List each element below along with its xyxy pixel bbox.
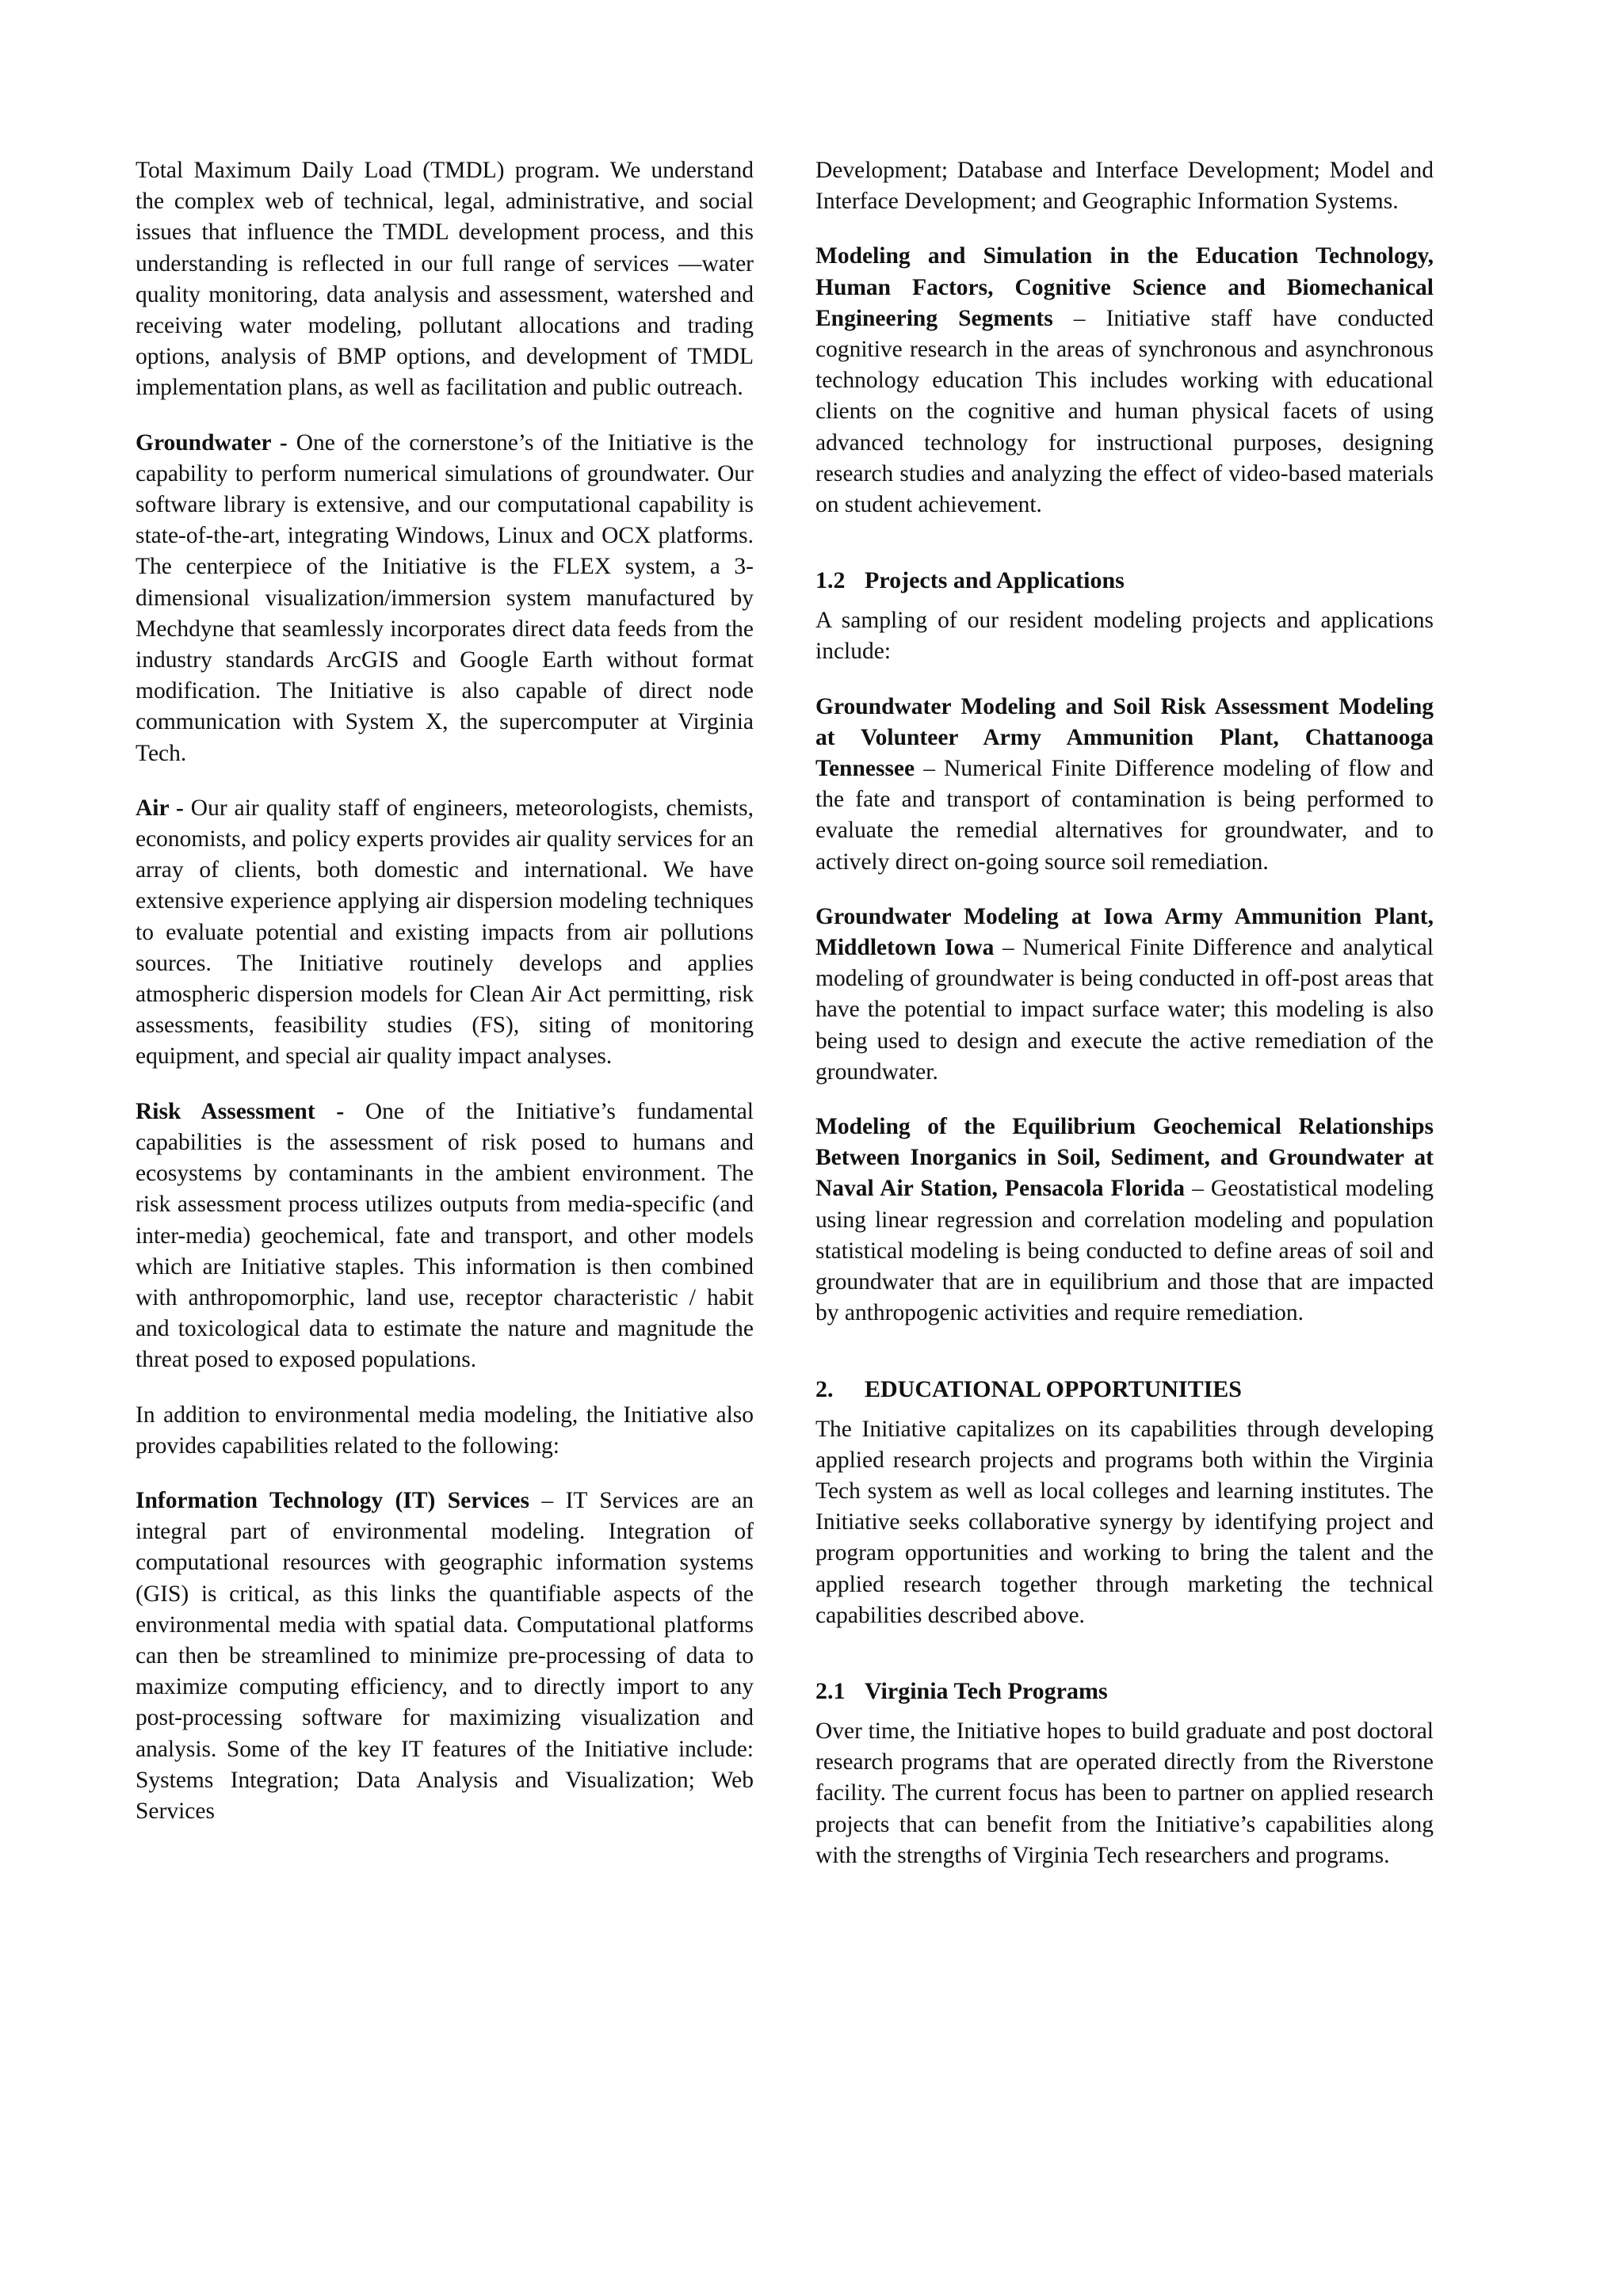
volunteer-body: – Numerical Finite Difference modeling of flow and the fate and transport of contamination is being performed to evaluate the remedial alternatives for groundwater, and to actively direct on-going source soil remediation.: [815, 756, 1434, 875]
volunteer-paragraph: [815, 692, 1434, 878]
overtime-paragraph: Over time, the Initiative hopes to build graduate and post doctoral research programs that are operated directly from the Riverstone facility. The current focus has been to partner on applied research projects that can benefit from the Initiative’s capabilities along with the strengths of Virginia Tech researchers and programs.: [815, 1718, 1434, 1868]
iowa-lead: Groundwater Modeling at Iowa Army Ammunition Plant, Middletown Iowa: [815, 903, 1434, 961]
left-column: [136, 155, 754, 1851]
section-heading-2: [815, 1374, 1434, 1405]
risk-body: One of the Initiative’s fundamental capabilities is the assessment of risk posed to humans and ecosystems by contaminants in the ambient environment. The risk assessment process utilizes outputs from media-specific (and inter-media) geochemical, fate and transport, and other models which are Initiative staples. This information is then combined with anthropomorphic, land use, receptor characteristic / habit and toxicological data to estimate the nature and magnitude the threat posed to exposed populations.: [136, 1098, 754, 1373]
volunteer-lead: Groundwater Modeling and Soil Risk Assessment Modeling at Volunteer Army Ammunition Plant, Chattanooga Tennessee: [815, 693, 1434, 782]
section-heading-1-2: [815, 565, 1434, 596]
risk-paragraph: [136, 1097, 754, 1376]
it-body: – IT Services are an integral part of environmental modeling. Integration of computational resources with geographic information systems (GIS) is critical, as this links the quantifiable aspects of the environmental media with spatial data. Computational platforms can then be streamlined to minimize pre-processing of data to maximize computing efficiency, and to directly import to any post-processing software for maximizing visualization and analysis. Some of the key IT features of the Initiative include: Systems Integration; Data Analysis and Visualization; Web Services: [136, 1487, 754, 1824]
section-title: Virginia Tech Programs: [865, 1677, 1108, 1704]
capitalizes-paragraph: The Initiative capitalizes on its capabilities through developing applied research projects and programs both within the Virginia Tech system as well as local colleges and learning institutes. The Initiative seeks collaborative synergy by identifying project and program opportunities and working to bring the talent and the applied research together through marketing the technical capabilities described above.: [815, 1416, 1434, 1628]
section-number: 1.2: [815, 567, 846, 594]
section-title: Projects and Applications: [865, 567, 1125, 594]
section-number: 2.: [815, 1375, 834, 1402]
addition-paragraph: In addition to environmental media modeling, the Initiative also provides capabilities related to the following:: [136, 1402, 754, 1459]
air-lead: Air -: [136, 795, 184, 821]
section-title: EDUCATIONAL OPPORTUNITIES: [865, 1375, 1242, 1402]
iowa-body: – Numerical Finite Difference and analytical modeling of groundwater is being conducted in off-post areas that have the potential to impact surface water; this modeling is also being used to design and execute the active remediation of the groundwater.: [815, 935, 1434, 1085]
groundwater-lead: Groundwater -: [136, 429, 288, 456]
it-continued-paragraph: Development; Database and Interface Development; Model and Interface Development; and Geographic Information Systems.: [815, 158, 1434, 215]
it-paragraph: [136, 1486, 754, 1827]
air-paragraph: [136, 793, 754, 1073]
sampling-paragraph: A sampling of our resident modeling projects and applications include:: [815, 608, 1434, 665]
it-lead: Information Technology (IT) Services: [136, 1487, 529, 1513]
section-heading-2-1: [815, 1676, 1434, 1707]
section-number: 2.1: [815, 1677, 846, 1704]
right-column: [815, 155, 1434, 1895]
pensacola-body: – Geostatistical modeling using linear regression and correlation modeling and population statistical modeling is being conducted to define areas of soil and groundwater that are in equilibrium and those that are impacted by anthropogenic activities and require remediation.: [815, 1176, 1434, 1326]
tmdl-paragraph: Total Maximum Daily Load (TMDL) program. We understand the complex web of technical, legal, administrative, and social issues that influence the TMDL development process, and this understanding is reflected in our full range of services —water quality monitoring, data analysis and assessment, watershed and receiving water modeling, pollutant allocations and trading options, analysis of BMP options, and development of TMDL implementation plans, as well as facilitation and public outreach.: [136, 158, 754, 401]
pensacola-lead: Modeling of the Equilibrium Geochemical Relationships Between Inorganics in Soil, Sediment, and Groundwater at Naval Air Station, Pensacola Florida: [815, 1114, 1434, 1202]
pensacola-paragraph: [815, 1112, 1434, 1329]
modeling-simulation-body: – Initiative staff have conducted cognitive research in the areas of synchronous and asynchronous technology education This includes working with educational clients on the cognitive and human physical facets of using advanced technology for instructional purposes, designing research studies and analyzing the effect of video-based materials on student achievement.: [815, 305, 1434, 518]
modeling-simulation-paragraph: [815, 241, 1434, 521]
groundwater-paragraph: [136, 428, 754, 769]
modeling-simulation-lead: Modeling and Simulation in the Education Technology, Human Factors, Cognitive Science and Biomechanical Engineering Segments: [815, 243, 1434, 331]
risk-lead: Risk Assessment -: [136, 1098, 345, 1124]
iowa-paragraph: [815, 902, 1434, 1088]
groundwater-body: One of the cornerstone’s of the Initiative is the capability to perform numerical simulations of groundwater. Our software library is extensive, and our computational capability is state-of-the-art, integrating Windows, Linux and OCX platforms. The centerpiece of the Initiative is the FLEX system, a 3-dimensional visualization/immersion system manufactured by Mechdyne that seamlessly incorporates direct data feeds from the industry standards ArcGIS and Google Earth without format modification. The Initiative is also capable of direct node communication with System X, the supercomputer at Virginia Tech.: [136, 429, 754, 766]
air-body: Our air quality staff of engineers, meteorologists, chemists, economists, and policy experts provides air quality services for an array of clients, both domestic and international. We have extensive experience applying air dispersion modeling techniques to evaluate potential and existing impacts from air pollutions sources. The Initiative routinely develops and applies atmospheric dispersion models for Clean Air Act permitting, risk assessments, feasibility studies (FS), siting of monitoring equipment, and special air quality impact analyses.: [136, 795, 754, 1070]
